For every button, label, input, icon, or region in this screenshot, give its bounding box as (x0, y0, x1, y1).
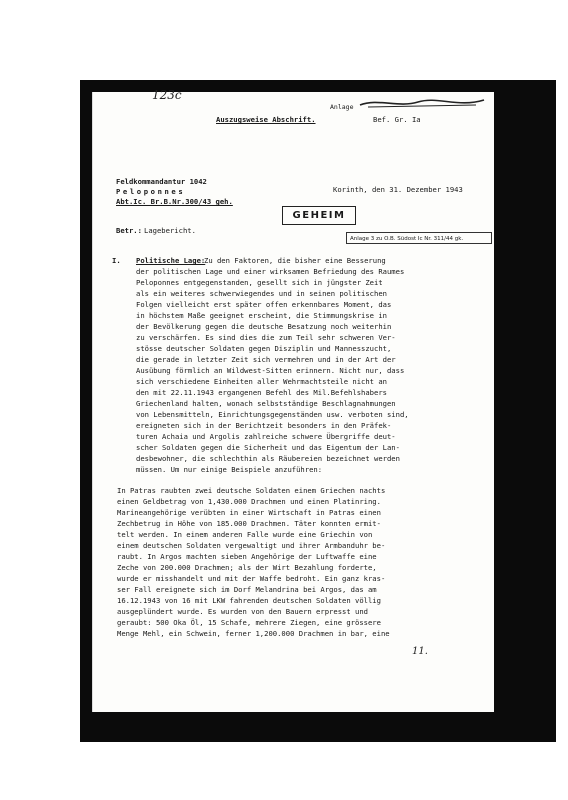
paragraph2-line-4: telt werden. In einem anderen Falle wurde eine Griechin von (117, 530, 373, 539)
ref-right: Bef. Gr. Ia (373, 115, 421, 124)
paragraph2-line-2: Marineangehörige verübten in einer Wirtschaft in Patras einen (117, 508, 381, 517)
sender-line-3: Abt.Ic. Br.B.Nr.300/43 geh. (116, 197, 233, 206)
section-line-16: turen Achaia und Argolis zahlreiche schwere Übergriffe deut- (136, 432, 396, 441)
paragraph2-line-9: ser Fall ereignete sich im Dorf Melandrina bei Argos, das am (117, 585, 377, 594)
place-date: Korinth, den 31. Dezember 1943 (333, 185, 463, 194)
section-line-13: Griechenland halten, wonach selbstständige Beschlagnahmungen (136, 399, 396, 408)
section-line-9: die gerade in letzter Zeit sich vermehren und in der Art der (136, 355, 396, 364)
copy-label: Auszugsweise Abschrift. (216, 115, 316, 124)
section-line-3: als ein weiteres schwerwiegendes und in seinen politischen (136, 289, 387, 298)
scan-shadow-bottom (92, 712, 494, 742)
paragraph2-line-7: Zeche von 200.000 Drachmen; als der Wirt Bezahlung forderte, (117, 563, 377, 572)
section-line-6: der Bevölkerung gegen die deutsche Besatzung noch weiterhin (136, 322, 392, 331)
sender-line-1: Feldkommandantur 1042 (116, 177, 207, 186)
subject-label: Betr.: (116, 226, 142, 235)
sender-line-2: Peloponnes (116, 187, 186, 196)
section-line-11: sich verschiedene Einheiten aller Wehrmachtsteile nicht an (136, 377, 387, 386)
geheim-stamp: GEHEIM (282, 206, 356, 225)
section-line-0: Zu den Faktoren, die bisher eine Besserung (204, 256, 386, 265)
section-line-1: der politischen Lage und einer wirksamen Befriedung des Raumes (136, 267, 405, 276)
anlage-top: Anlage (330, 103, 354, 111)
anlage-stamp: Anlage 3 zu O.B. Südost Ic Nr. 311/44 gk. (346, 232, 492, 244)
section-heading: Politische Lage: (136, 256, 206, 265)
scan-shadow-right (494, 92, 556, 742)
subject-text: Lagebericht. (144, 226, 196, 235)
section-line-19: müssen. Um nur einige Beispiele anzuführen: (136, 465, 323, 474)
section-line-10: Ausübung förmlich an Wildwest-Sitten erinnern. Nicht nur, dass (136, 366, 405, 375)
paragraph2-line-8: wurde er misshandelt und mit der Waffe bedroht. Ein ganz kras- (117, 574, 386, 583)
paragraph2-line-12: geraubt: 500 Oka Öl, 15 Schafe, mehrere Ziegen, eine grössere (117, 618, 381, 627)
section-line-8: stösse deutscher Soldaten gegen Disziplin und Mannesszucht, (136, 344, 392, 353)
handwritten-scribble (358, 96, 488, 110)
paragraph2-line-10: 16.12.1943 von 16 mit LKW fahrenden deutschen Soldaten völlig (117, 596, 381, 605)
section-line-7: zu verschärfen. Es sind dies die zum Teil sehr schweren Ver- (136, 333, 396, 342)
section-line-17: scher Soldaten gegen die Sicherheit und das Eigentum der Lan- (136, 443, 400, 452)
handwritten-reference: 123c (152, 88, 182, 102)
paragraph2-line-6: raubt. In Argos machten sieben Angehörige der Luftwaffe eine (117, 552, 377, 561)
section-line-15: ereigneten sich in der Berichtzeit besonders in den Präfek- (136, 421, 392, 430)
section-line-5: in höchstem Maße geeignet erscheint, die Stimmungskrise in (136, 311, 387, 320)
section-line-4: Folgen vielleicht erst später offen erkennbares Moment, das (136, 300, 392, 309)
paragraph2-line-11: ausgeplündert wurde. Es wurden von den Bauern erpresst und (117, 607, 368, 616)
section-number: I. (112, 256, 121, 265)
paragraph2-line-1: einen Geldbetrag von 1,430.000 Drachmen und einen Platinring. (117, 497, 381, 506)
section-line-18: desbewohner, die schlechthin als Räubereien bezeichnet werden (136, 454, 400, 463)
section-line-14: von Lebensmitteln, Einrichtungsgegenständen usw. verboten sind, (136, 410, 409, 419)
section-line-2: Peloponnes entgegenstanden, gesellt sich in jüngster Zeit (136, 278, 383, 287)
paragraph2-line-5: einem deutschen Soldaten vergewaltigt und ihrer Armbanduhr be- (117, 541, 386, 550)
paragraph2-line-3: Zechbetrug in Höhe von 185.000 Drachmen. Täter konnten ermit- (117, 519, 381, 528)
page-mark: 11. (412, 646, 428, 657)
section-line-12: den mit 22.11.1943 ergangenen Befehl des Mil.Befehlshabers (136, 388, 387, 397)
paragraph2-line-0: In Patras raubten zwei deutsche Soldaten einem Griechen nachts (117, 486, 386, 495)
paragraph2-line-13: Menge Mehl, ein Schwein, ferner 1,200.000 Drachmen in bar, eine (117, 629, 390, 638)
